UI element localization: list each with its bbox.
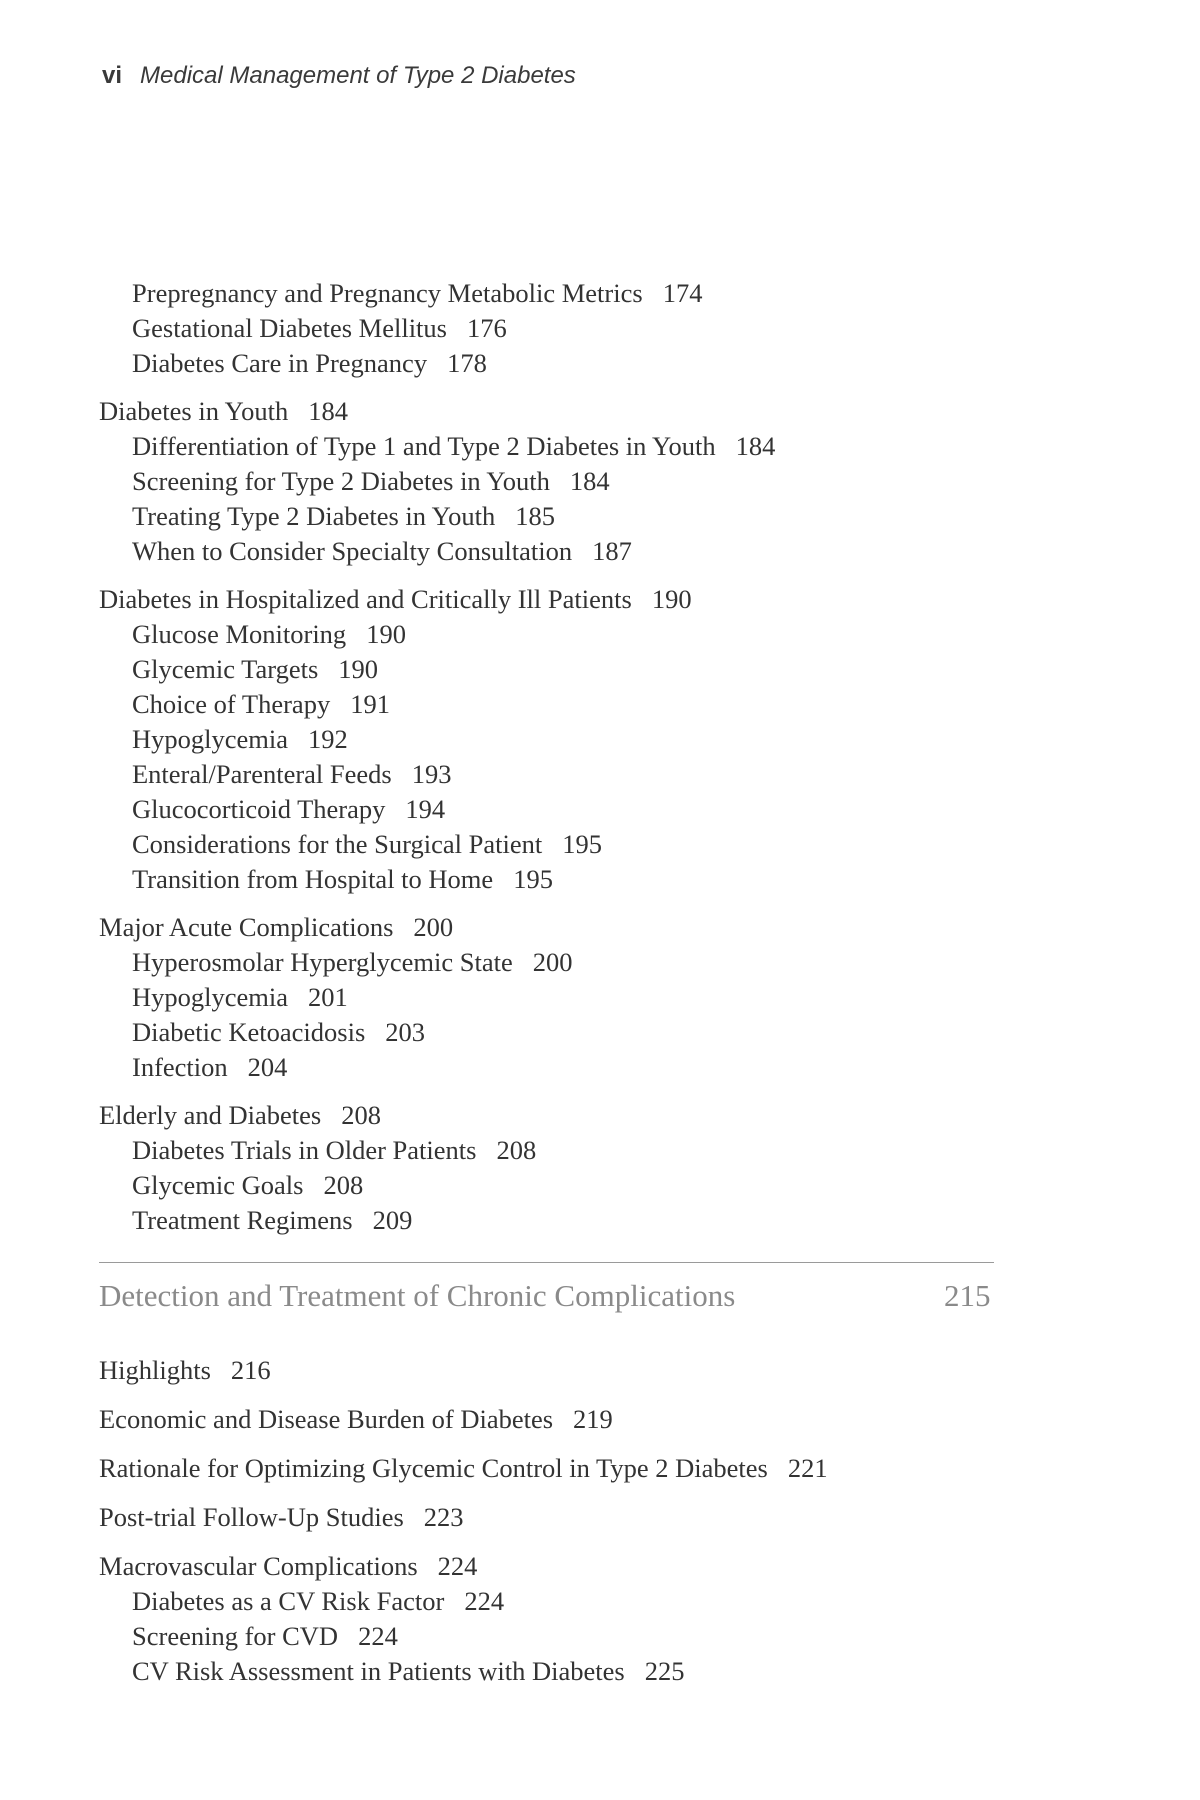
toc-entry-title: Diabetes Trials in Older Patients [132, 1135, 477, 1165]
toc-entry-page: 204 [247, 1052, 288, 1082]
toc-entry-page: 194 [405, 794, 446, 824]
toc-entry-title: Considerations for the Surgical Patient [132, 829, 543, 859]
toc-subentry [132, 945, 572, 979]
toc-entry-title: CV Risk Assessment in Patients with Diabetes [132, 1656, 625, 1686]
toc-subentry [132, 722, 348, 756]
toc-subentry [132, 1050, 287, 1084]
toc-subentry [132, 980, 348, 1014]
toc-entry-page: 190 [651, 584, 692, 614]
toc-subentry [132, 1168, 363, 1202]
toc-entry-page: 208 [341, 1100, 381, 1130]
toc-subentry [132, 534, 632, 568]
running-head [102, 62, 576, 90]
chapter-title: Detection and Treatment of Chronic Complications [99, 1278, 736, 1313]
toc-entry-title: Major Acute Complications [99, 912, 394, 942]
toc-entry-title: Macrovascular Complications [99, 1551, 418, 1581]
toc-entry-page: 190 [338, 654, 379, 684]
toc-entry-page: 223 [423, 1502, 464, 1532]
toc-entry-title: Economic and Disease Burden of Diabetes [99, 1404, 554, 1434]
toc-entry-title: Diabetic Ketoacidosis [132, 1017, 366, 1047]
toc-entry-page: 208 [323, 1170, 364, 1200]
toc-entry-page: 184 [569, 466, 610, 496]
toc-entry-title: Diabetes Care in Pregnancy [132, 348, 428, 378]
toc-entry-page: 187 [592, 536, 632, 566]
toc-entry-page: 195 [562, 829, 602, 859]
toc-entry-title: Elderly and Diabetes [99, 1100, 322, 1130]
toc-entry-title: Rationale for Optimizing Glycemic Control in Type 2 Diabetes [99, 1453, 768, 1483]
toc-subentry [132, 1654, 684, 1688]
toc-entry-title: Post-trial Follow-Up Studies [99, 1502, 404, 1532]
toc-entry-page: 208 [496, 1135, 537, 1165]
toc-entry-page: 184 [308, 396, 348, 426]
toc-entry-page: 192 [308, 724, 348, 754]
toc-entry-title: Differentiation of Type 1 and Type 2 Diabetes in Youth [132, 431, 716, 461]
toc-entry-title: Glycemic Targets [132, 654, 319, 684]
toc-entry-title: Diabetes as a CV Risk Factor [132, 1586, 445, 1616]
chapter-page-number: 215 [944, 1278, 991, 1313]
toc-entry-page: 174 [662, 278, 703, 308]
toc-subentry [132, 1584, 504, 1618]
toc-section-youth [99, 394, 348, 428]
toc-entry-title: Prepregnancy and Pregnancy Metabolic Metrics [132, 278, 643, 308]
toc-section-hospital [99, 582, 692, 616]
toc-subentry [132, 757, 451, 791]
toc-entry-page: 225 [644, 1656, 685, 1686]
toc-entry-page: 176 [467, 313, 507, 343]
toc-entry-title: Diabetes in Youth [99, 396, 289, 426]
toc-subentry [132, 499, 555, 533]
toc-subentry [132, 1133, 536, 1167]
toc-entry-page: 203 [385, 1017, 426, 1047]
toc-entry-title: Highlights [99, 1355, 211, 1385]
toc-section-elderly [99, 1098, 381, 1132]
toc-entry-page: 221 [787, 1453, 828, 1483]
toc-subentry [132, 429, 775, 463]
toc-subentry [132, 1619, 398, 1653]
toc-entry-page: 224 [358, 1621, 398, 1651]
toc-entry-title: Treatment Regimens [132, 1205, 353, 1235]
toc-entry-title: Gestational Diabetes Mellitus [132, 313, 447, 343]
toc-section-posttrial [99, 1500, 464, 1534]
page-folio: vi [102, 62, 123, 89]
toc-entry-title: Enteral/Parenteral Feeds [132, 759, 392, 789]
toc-entry-page: 193 [411, 759, 452, 789]
toc-section-economic [99, 1402, 613, 1436]
toc-entry-page: 195 [513, 864, 553, 894]
toc-subentry [132, 617, 406, 651]
toc-subentry [132, 346, 487, 380]
toc-entry-page: 224 [437, 1551, 478, 1581]
toc-entry-page: 216 [230, 1355, 271, 1385]
toc-subentry [132, 1015, 425, 1049]
toc-entry-title: Screening for Type 2 Diabetes in Youth [132, 466, 550, 496]
toc-section-rationale [99, 1451, 828, 1485]
toc-entry-title: When to Consider Specialty Consultation [132, 536, 573, 566]
toc-entry-page: 201 [308, 982, 348, 1012]
toc-entry-page: 200 [532, 947, 573, 977]
toc-entry-title: Glucocorticoid Therapy [132, 794, 386, 824]
toc-subentry [132, 311, 507, 345]
toc-subentry [132, 276, 702, 310]
toc-section-macrovascular [99, 1549, 477, 1583]
toc-entry-title: Choice of Therapy [132, 689, 331, 719]
toc-subentry [132, 687, 390, 721]
toc-subentry [132, 1203, 412, 1237]
chapter-divider [99, 1262, 994, 1263]
toc-entry-page: 185 [515, 501, 556, 531]
toc-entry-page: 209 [372, 1205, 413, 1235]
toc-section-highlights [99, 1353, 271, 1387]
toc-entry-page: 224 [464, 1586, 505, 1616]
toc-entry-page: 178 [447, 348, 487, 378]
toc-entry-title: Screening for CVD [132, 1621, 339, 1651]
toc-section-acute [99, 910, 453, 944]
toc-entry-page: 200 [413, 912, 454, 942]
toc-entry-page: 191 [350, 689, 390, 719]
toc-entry-page: 184 [735, 431, 776, 461]
toc-entry-title: Treating Type 2 Diabetes in Youth [132, 501, 496, 531]
toc-entry-page: 219 [573, 1404, 613, 1434]
toc-subentry [132, 792, 445, 826]
toc-entry-title: Transition from Hospital to Home [132, 864, 494, 894]
toc-subentry [132, 464, 610, 498]
toc-entry-title: Glycemic Goals [132, 1170, 304, 1200]
toc-entry-title: Hyperosmolar Hyperglycemic State [132, 947, 513, 977]
toc-entry-title: Hypoglycemia [132, 724, 289, 754]
toc-entry-page: 190 [366, 619, 406, 649]
toc-entry-title: Glucose Monitoring [132, 619, 347, 649]
toc-subentry [132, 652, 378, 686]
toc-entry-title: Infection [132, 1052, 228, 1082]
toc-subentry [132, 827, 602, 861]
toc-subentry [132, 862, 553, 896]
toc-entry-title: Hypoglycemia [132, 982, 289, 1012]
toc-entry-title: Diabetes in Hospitalized and Critically Ill Patients [99, 584, 632, 614]
book-title: Medical Management of Type 2 Diabetes [140, 62, 576, 89]
